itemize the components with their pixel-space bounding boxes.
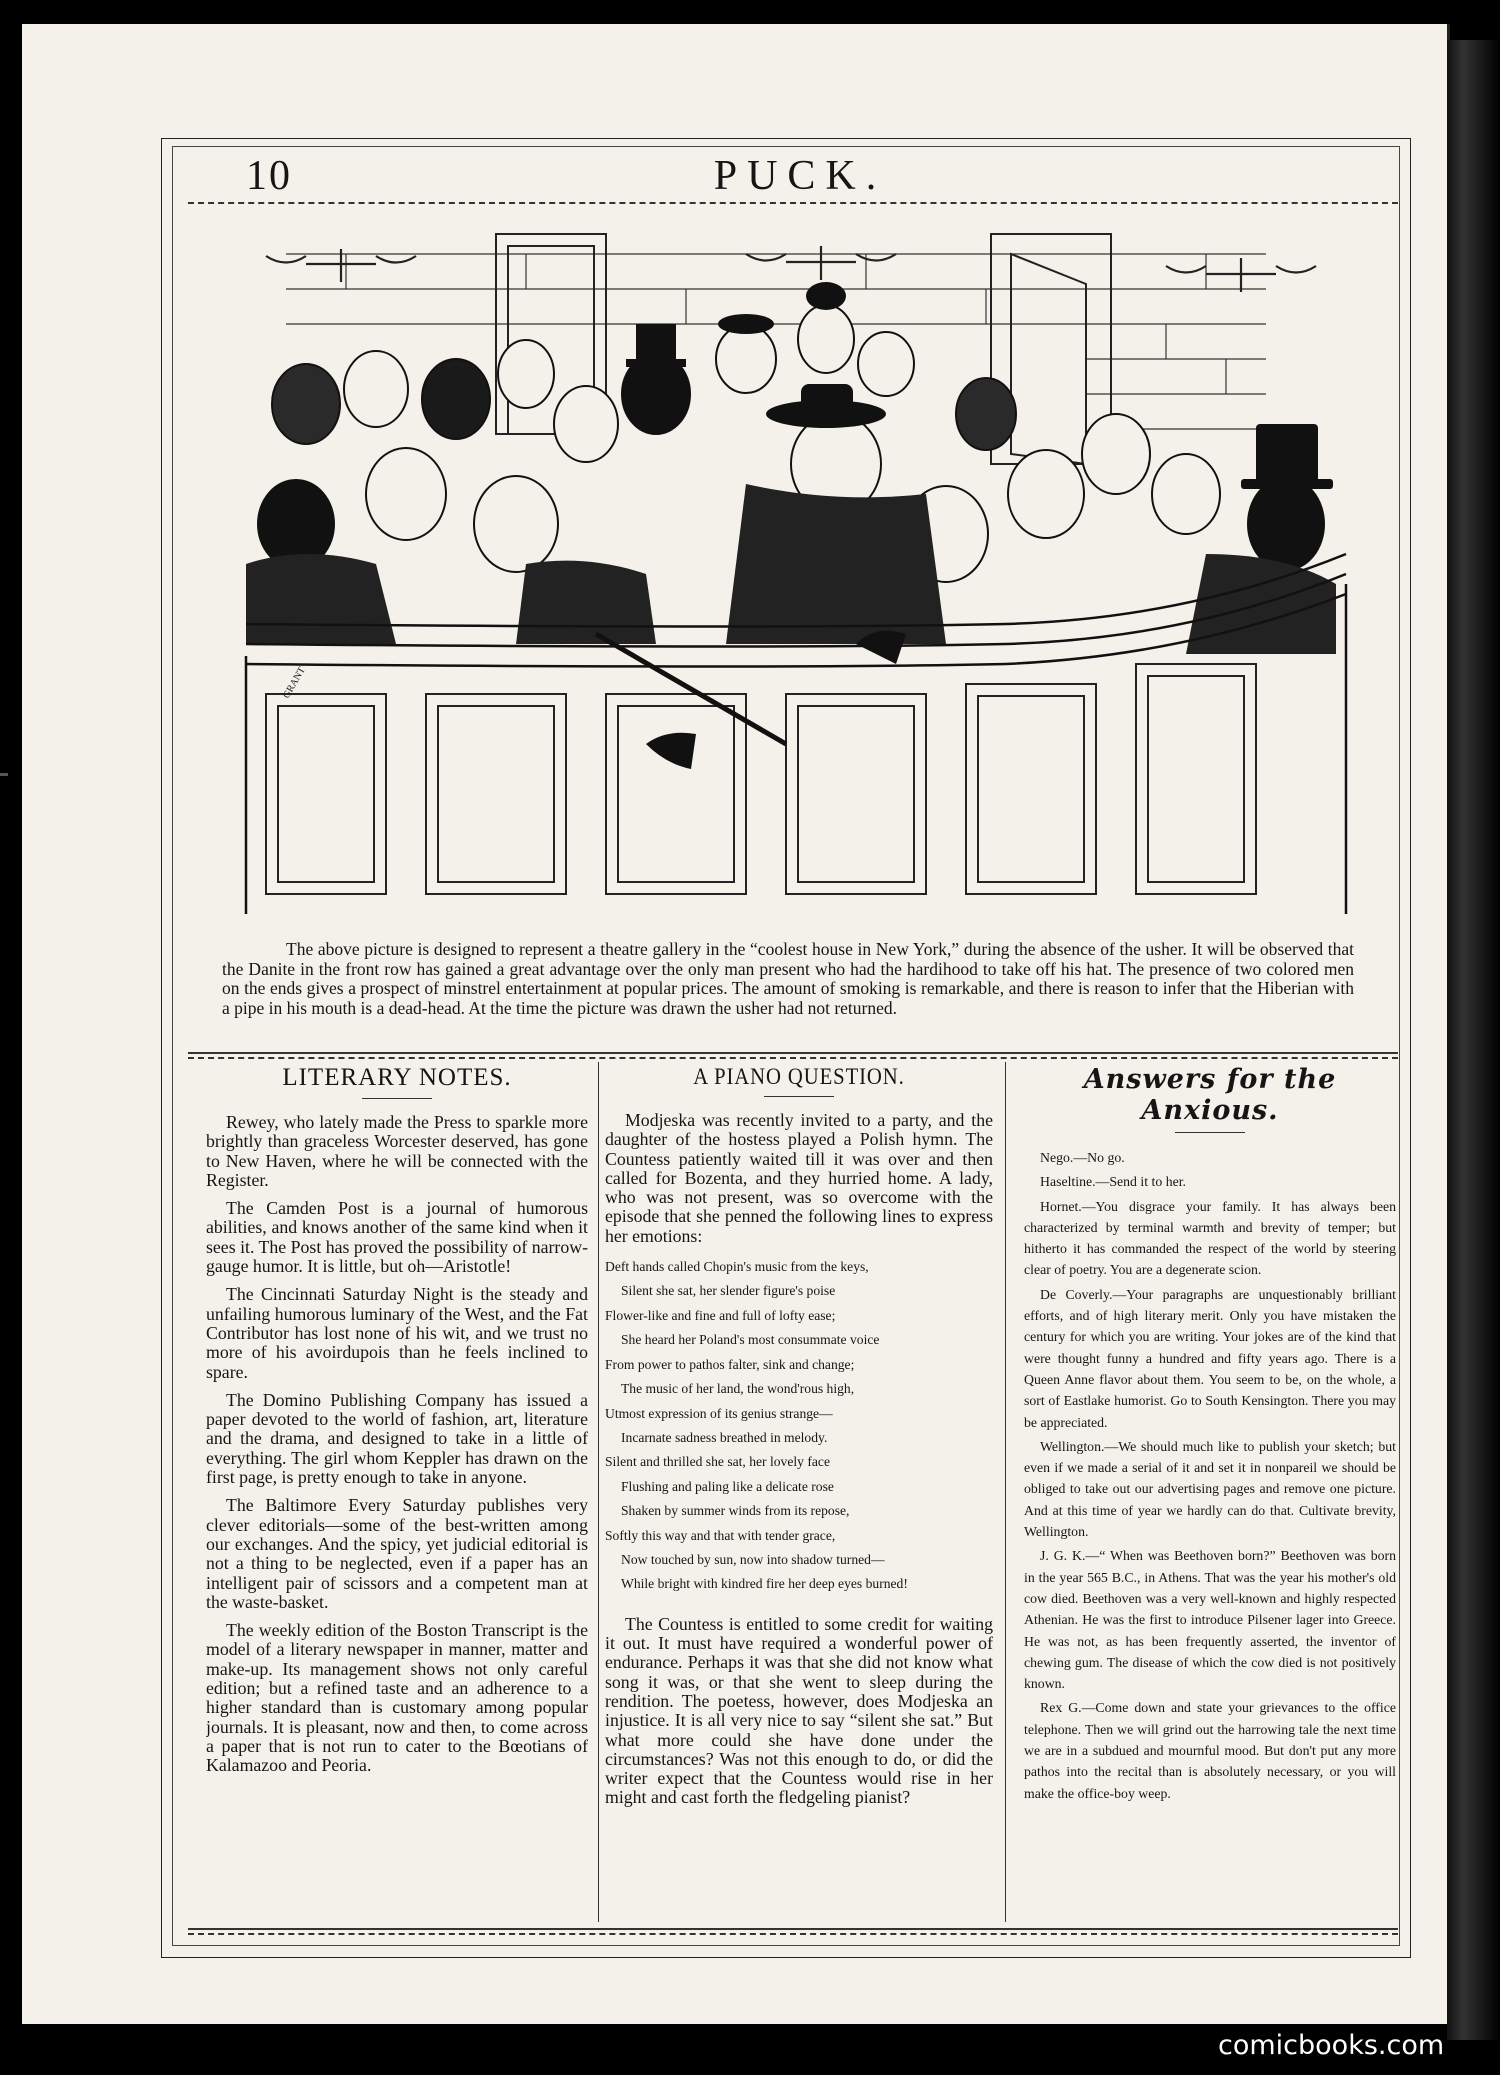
answer-item: Hornet.—You disgrace your family. It has always been characterized by terminal warmth and brevity of temper; but hitherto it has commanded the respect of the world by steering clear of poetry. You are a degenerate scion.	[1024, 1198, 1396, 1278]
poem-line: Softly this way and that with tender grace,	[605, 1527, 836, 1543]
piano-question-intro: Modjeska was recently invited to a party, and the daughter of the hostess played a Polish hymn. The Countess patiently waited till it was over and then called for Bozenta, and they hurried home. A lady, who was not present, was so overcome with the episode that she penned the following lines to express her emotions:	[605, 1110, 993, 1246]
poem-line: Flushing and paling like a delicate rose	[621, 1478, 834, 1494]
answer-item: J. G. K.—“ When was Beethoven born?” Beethoven was born in the year 565 B.C., in Athens. That was the year his mother's old cow died. Beethoven was a very well-known and highly respected Athenian. He was the first to introduce Pilsener lager into Greece. He was not, as has been frequently asserted, the inventor of chewing gum. The disease of which the cow died is not positively known.	[1024, 1548, 1396, 1692]
poem-line: The music of her land, the wond'rous high,	[621, 1381, 855, 1397]
poem-line: From power to pathos falter, sink and change;	[605, 1356, 855, 1372]
artist-signature: GRANT	[281, 665, 308, 701]
column-separator-left	[598, 1062, 599, 1922]
title-rule	[1175, 1132, 1245, 1133]
footer-rule	[188, 1928, 1398, 1930]
column-separator-right	[1005, 1062, 1006, 1922]
title-rule	[362, 1098, 432, 1099]
poem-line: Shaken by summer winds from its repose,	[621, 1503, 850, 1519]
masthead-title: PUCK.	[713, 153, 887, 199]
answers-column	[1024, 1060, 1396, 1915]
poem-line: She heard her Poland's most consummate voice	[621, 1332, 880, 1348]
page-number: 10	[246, 153, 292, 199]
poem-line: Utmost expression of its genius strange—	[605, 1405, 833, 1421]
piano-question-title: A PIANO QUESTION.	[693, 1064, 905, 1089]
illustration-caption: The above picture is designed to represent a theatre gallery in the “coolest house in New York,” during the absence of the usher. It will be observed that the Danite in the front row has gained a great advantage over the only man present who had the hardihood to take off his hat. The presence of two colored men on the ends gives a prospect of minstrel entertainment at popular prices. The amount of smoking is remarkable, and there is reason to infer that the Hiberian with a pipe in his mouth is a dead-head. At the time the picture was drawn the usher had not returned.	[222, 939, 1354, 1018]
poem-line: While bright with kindred fire her deep eyes burned!	[621, 1576, 908, 1592]
poem-line: Silent she sat, her slender figure's poise	[621, 1283, 836, 1299]
title-rule	[764, 1096, 834, 1097]
literary-note: The weekly edition of the Boston Transcript is the model of a literary newspaper in manner, matter and make-up. Its management shows not only careful edition; but a refined taste and an adherence to a higher standard than is customary among popular journals. It is pleasant, now and then, to come across a paper that is not run to cater to the Bœotians of Kalamazoo and Peoria.	[206, 1620, 588, 1776]
poem-line: Incarnate sadness breathed in melody.	[621, 1429, 828, 1445]
header-rule	[188, 202, 1398, 204]
literary-note: The Domino Publishing Company has issued a paper devoted to the world of fashion, art, literature and the drama, and designed to take in a little of everything. The girl whom Keppler has drawn on the first page, is pretty enough to take in anyone.	[206, 1389, 588, 1488]
literary-note: The Baltimore Every Saturday publishes very clever editorials—some of the best-written among our exchanges. And the spicy, yet judicial editorial is not a thing to be neglected, even if a paper has an intelligent pair of scissors and a competent man at the waste-basket.	[206, 1495, 588, 1612]
literary-note: The Cincinnati Saturday Night is the steady and unfailing humorous luminary of the West, and the Fat Contributor has lost none of his wit, and we trust no more of his avoirdupois than he feels inclined to spare.	[206, 1284, 588, 1382]
poem	[605, 1255, 993, 1597]
answer-item: Nego.—No go.	[1040, 1150, 1125, 1165]
literary-notes-column	[206, 1060, 588, 1915]
literary-note: Rewey, who lately made the Press to sparkle more brightly than graceless Worcester deserved, has gone to New Haven, where he will be connected with the Register.	[206, 1112, 588, 1190]
poem-line: Deft hands called Chopin's music from the keys,	[605, 1259, 869, 1275]
section-rule	[188, 1052, 1398, 1054]
page-edge-shadow	[1447, 40, 1500, 2040]
poem-line: Now touched by sun, now into shadow turned—	[621, 1551, 885, 1567]
piano-question-conclusion: The Countess is entitled to some credit for waiting it out. It must have required a wonderful power of endurance. Perhaps it was that she did not know what song it was, or that she went to sleep during the rendition. The poetess, however, does Modjeska an injustice. It is all very nice to say “silent she sat.” But what more could she have done under the circumstances? Was not this enough to do, or did the writer expect that the Countess would rise in her might and cast forth the fledgeling pianist?	[605, 1613, 993, 1808]
answer-item: Wellington.—We should much like to publish your sketch; but even if we made a serial of it and set it in nonpareil we should be obliged to take out our advertising pages and remove one picture. And at this time of year we hardly can do that. Cultivate brevity, Wellington.	[1024, 1438, 1396, 1540]
poem-line: Silent and thrilled she sat, her lovely face	[605, 1454, 830, 1470]
answer-item: De Coverly.—Your paragraphs are unquestionably brilliant efforts, and of high literary merit. Only you have mistaken the century for which you are writing. Your jokes are of the kind that were thought funny a hundred and fifty years ago. There is a Queen Anne flavor about them. You seem to be, on the whole, a sort of Eastlake humorist. Go to South Kensington. There you may be appreciated.	[1024, 1286, 1396, 1430]
literary-notes-title: LITERARY NOTES.	[282, 1064, 512, 1091]
theatre-gallery-illustration	[226, 224, 1366, 924]
answers-title: Answers for the Anxious.	[1083, 1064, 1337, 1126]
scan-mark	[0, 773, 8, 776]
literary-note: The Camden Post is a journal of humorous abilities, and knows another of the same kind when it sees it. The Post has proved the possibility of narrow-gauge humor. It is little, but oh—Aristotle!	[206, 1198, 588, 1277]
answer-item: Haseltine.—Send it to her.	[1040, 1174, 1186, 1190]
answer-item: Rex G.—Come down and state your grievances to the office telephone. Then we will grind out the harrowing tale the next time we are in a subdued and mournful mood. But don't put any more pathos into the recital than is absolutely necessary, or you will make the office-boy weep.	[1024, 1700, 1396, 1801]
watermark-text: comicbooks.com	[1218, 2030, 1445, 2061]
piano-question-column	[605, 1060, 993, 1915]
poem-line: Flower-like and fine and full of lofty ease;	[605, 1307, 836, 1323]
